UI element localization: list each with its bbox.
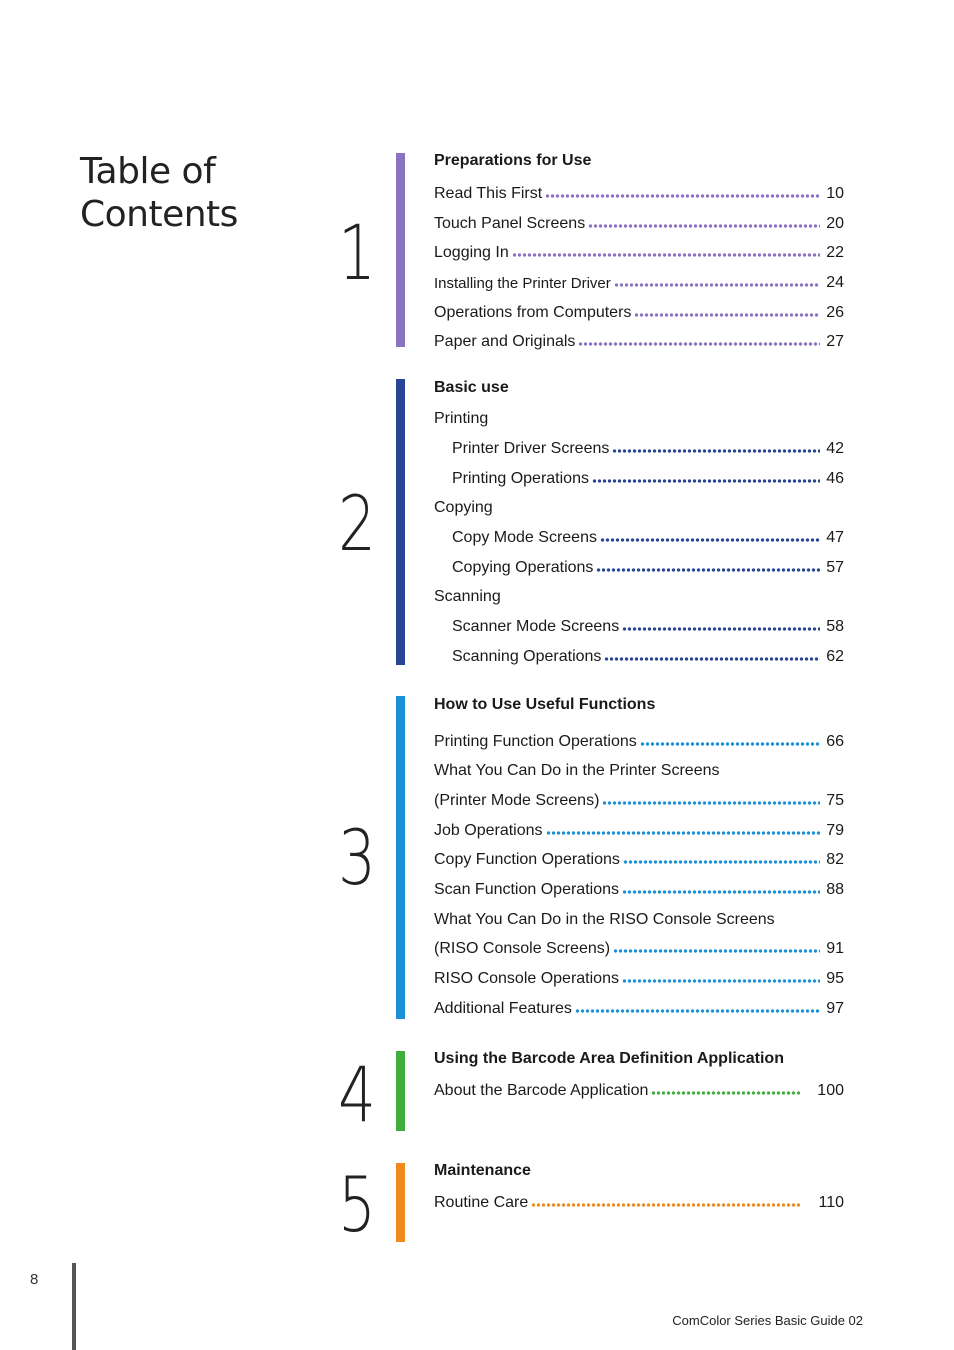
dot-leader [634, 313, 820, 317]
toc-entry-title: Scanning Operations [452, 648, 602, 665]
chapter-5-number: 5 [338, 1160, 376, 1249]
dot-leader [546, 831, 820, 835]
dot-leader [602, 801, 820, 805]
toc-entry-page: 26 [826, 304, 844, 321]
footer-guide-title: ComColor Series Basic Guide 02 [672, 1313, 863, 1328]
toc-entry-page: 58 [826, 618, 844, 635]
toc-entry-read-this-first[interactable] [434, 184, 844, 204]
dot-leader [612, 449, 820, 453]
dot-leader [596, 568, 820, 572]
page-number: 8 [30, 1271, 39, 1288]
chapter-5-heading: Maintenance [434, 1162, 531, 1179]
toc-entry-title: Copying Operations [452, 559, 594, 576]
chapter-5 [0, 1160, 954, 1249]
dot-leader [622, 979, 820, 983]
toc-entry-job-operations[interactable] [434, 821, 844, 841]
toc-entry-page: 110 [818, 1194, 844, 1211]
toc-entry-title: Printing Operations [452, 470, 589, 487]
dot-leader [640, 742, 820, 746]
toc-entry-copy-function-operations[interactable] [434, 850, 844, 870]
toc-entry-title: Paper and Originals [434, 333, 576, 350]
dot-leader [651, 1091, 800, 1095]
dot-leader [604, 657, 820, 661]
toc-section-printing[interactable] [434, 409, 844, 429]
toc-section-title: Copying [434, 499, 493, 516]
chapter-2-color-bar [396, 379, 405, 665]
chapter-2-number: 2 [338, 479, 376, 568]
dot-leader [592, 479, 820, 483]
toc-entry-page: 46 [826, 470, 844, 487]
toc-entry-operations-from-computers[interactable] [434, 303, 844, 323]
toc-entry-page: 88 [826, 881, 844, 898]
toc-entry-page: 95 [826, 970, 844, 987]
chapter-2-heading: Basic use [434, 379, 509, 396]
chapter-4 [0, 1050, 954, 1139]
toc-entry-installing-printer-driver[interactable] [434, 273, 844, 293]
toc-entry-riso-console-screens[interactable] [434, 939, 844, 959]
toc-entry-page: 91 [826, 940, 844, 957]
toc-section-title: Printing [434, 410, 489, 427]
dot-leader [623, 860, 820, 864]
dot-leader [622, 890, 820, 894]
toc-entry-title: RISO Console Operations [434, 970, 619, 987]
toc-entry-title: Touch Panel Screens [434, 215, 586, 232]
toc-entry-title: Copy Mode Screens [452, 529, 597, 546]
toc-entry-title: Scan Function Operations [434, 881, 619, 898]
chapter-3-number: 3 [338, 813, 376, 902]
toc-entry-page: 27 [826, 333, 844, 350]
chapter-1-number: 1 [338, 208, 376, 297]
dot-leader [614, 283, 820, 287]
toc-entry-printing-operations[interactable] [452, 469, 844, 489]
toc-entry-riso-console-operations[interactable] [434, 969, 844, 989]
toc-entry-what-you-can-do-printer[interactable] [434, 761, 844, 781]
toc-section-title: Scanning [434, 588, 501, 605]
toc-entry-printer-mode-screens[interactable] [434, 791, 844, 811]
toc-entry-printer-driver-screens[interactable] [452, 439, 844, 459]
chapter-2 [0, 379, 954, 665]
toc-entry-title: (Printer Mode Screens) [434, 792, 600, 809]
toc-entry-page: 75 [826, 792, 844, 809]
toc-entry-title: Job Operations [434, 822, 543, 839]
dot-leader [545, 194, 820, 198]
dot-leader [575, 1009, 820, 1013]
toc-entry-copying-operations[interactable] [452, 558, 844, 578]
toc-entry-routine-care[interactable] [434, 1193, 844, 1213]
page-title-line-2: Contents [80, 194, 238, 235]
toc-entry-title: About the Barcode Application [434, 1082, 649, 1099]
toc-entry-page: 24 [826, 274, 844, 291]
toc-entry-title: Scanner Mode Screens [452, 618, 620, 635]
toc-entry-page: 10 [826, 185, 844, 202]
chapter-3-color-bar [396, 696, 405, 1019]
toc-entry-logging-in[interactable] [434, 243, 844, 263]
toc-section-scanning[interactable] [434, 587, 844, 607]
toc-entry-title: What You Can Do in the RISO Console Screens [434, 911, 775, 928]
toc-section-copying[interactable] [434, 498, 844, 518]
toc-entry-title: Copy Function Operations [434, 851, 620, 868]
toc-entry-page: 42 [826, 440, 844, 457]
chapter-4-color-bar [396, 1051, 405, 1131]
chapter-1-color-bar [396, 153, 405, 347]
toc-entry-title: Additional Features [434, 1000, 572, 1017]
toc-entry-title: What You Can Do in the Printer Screens [434, 762, 720, 779]
toc-entry-printing-function-operations[interactable] [434, 732, 844, 752]
chapter-4-heading: Using the Barcode Area Definition Application [434, 1050, 784, 1067]
chapter-1-heading: Preparations for Use [434, 152, 592, 169]
toc-entry-page: 100 [817, 1082, 844, 1099]
chapter-4-number: 4 [338, 1050, 376, 1139]
page-title-line-1: Table of [80, 151, 216, 192]
toc-entry-scan-function-operations[interactable] [434, 880, 844, 900]
toc-entry-additional-features[interactable] [434, 999, 844, 1019]
toc-entry-page: 79 [826, 822, 844, 839]
toc-entry-page: 66 [826, 733, 844, 750]
toc-entry-title: Printer Driver Screens [452, 440, 610, 457]
toc-entry-page: 22 [826, 244, 844, 261]
dot-leader [588, 224, 820, 228]
dot-leader [531, 1203, 800, 1207]
dot-leader [622, 627, 820, 631]
toc-entry-title: Printing Function Operations [434, 733, 637, 750]
toc-entry-touch-panel-screens[interactable] [434, 214, 844, 234]
toc-entry-paper-and-originals[interactable] [434, 332, 844, 352]
toc-entry-scanning-operations[interactable] [452, 647, 844, 667]
toc-entry-page: 82 [826, 851, 844, 868]
toc-entry-title: Routine Care [434, 1194, 529, 1211]
toc-entry-title: (RISO Console Screens) [434, 940, 611, 957]
chapter-5-color-bar [396, 1163, 405, 1242]
dot-leader [512, 253, 820, 257]
chapter-3 [0, 696, 954, 1019]
toc-entry-title: Installing the Printer Driver [434, 274, 611, 292]
toc-entry-page: 47 [826, 529, 844, 546]
toc-entry-copy-mode-screens[interactable] [452, 528, 844, 548]
toc-entry-title: Read This First [434, 185, 543, 202]
toc-entry-page: 57 [826, 559, 844, 576]
toc-entry-page: 97 [826, 1000, 844, 1017]
toc-entry-page: 20 [826, 215, 844, 232]
dot-leader [613, 949, 820, 953]
toc-entry-title: Operations from Computers [434, 304, 632, 321]
chapter-3-heading: How to Use Useful Functions [434, 696, 656, 713]
dot-leader [600, 538, 820, 542]
toc-entry-about-barcode-application[interactable] [434, 1081, 844, 1101]
toc-entry-what-you-can-do-riso-console[interactable] [434, 910, 844, 930]
footer-divider [72, 1263, 76, 1350]
chapter-1 [0, 152, 954, 350]
toc-entry-page: 62 [826, 648, 844, 665]
toc-entry-scanner-mode-screens[interactable] [452, 617, 844, 637]
toc-entry-title: Logging In [434, 244, 509, 261]
dot-leader [578, 342, 820, 346]
